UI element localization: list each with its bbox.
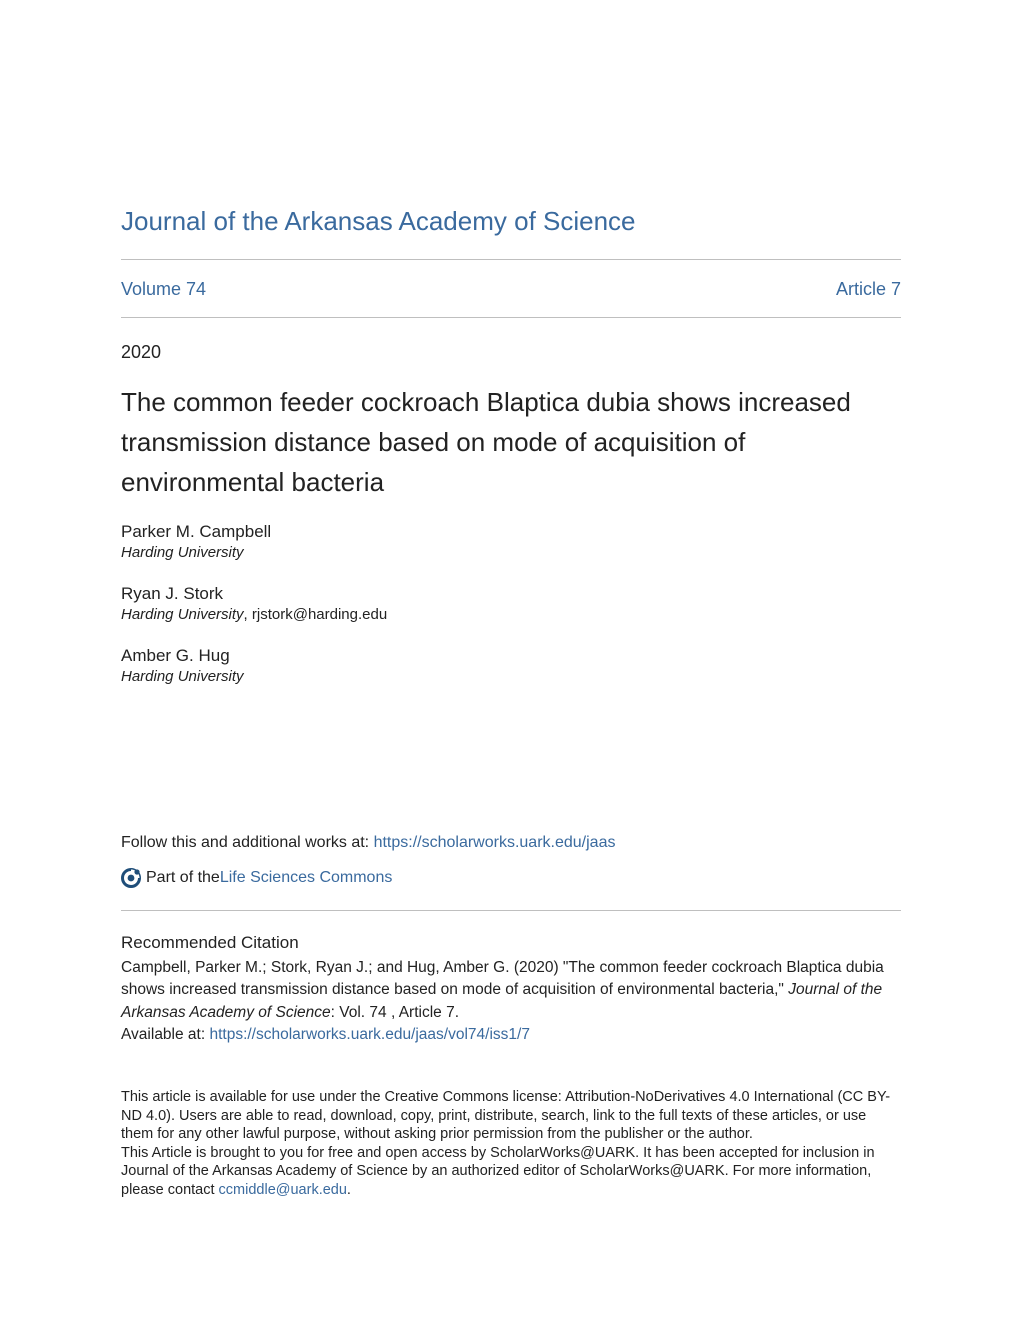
available-label: Available at:: [121, 1025, 210, 1043]
publication-year: 2020: [121, 342, 162, 362]
bepress-network-icon: [120, 867, 142, 889]
article-title: The common feeder cockroach Blaptica dubia shows increased transmission distance based on mode of acquisition of environmental bacteria: [121, 387, 851, 497]
affiliation-text: Harding University: [121, 544, 244, 561]
author-affiliation: [121, 605, 387, 625]
author-email: rjstork@harding.edu: [251, 606, 388, 623]
author-block: [121, 583, 387, 625]
author-affiliation: [121, 543, 271, 563]
article-link[interactable]: Article 7: [835, 279, 901, 299]
divider: [121, 259, 901, 260]
part-of-line: [121, 864, 901, 892]
author-affiliation: [121, 667, 244, 687]
affiliation-text: Harding University: [121, 606, 244, 623]
affiliation-separator: ,: [243, 606, 252, 623]
volume-link[interactable]: Volume 74: [121, 279, 207, 299]
license-notice: [121, 1088, 901, 1200]
life-sciences-commons-link[interactable]: Life Sciences Commons: [219, 869, 393, 886]
citation-text: [121, 957, 911, 1046]
affiliation-text: Harding University: [121, 668, 244, 685]
access-end: .: [346, 1181, 351, 1198]
citation-start: Campbell, Parker M.; Stork, Ryan J.; and Hug, Amber G. (2020) "The common feeder cockroach Blaptica dubia shows increased transmission distance based on mode of acquisition of environmental bacteria,": [121, 959, 884, 999]
author-block: [121, 645, 244, 687]
author-name: Parker M. Campbell: [121, 522, 272, 541]
journal-title-link[interactable]: Journal of the Arkansas Academy of Science: [121, 206, 636, 236]
recommended-citation-heading: Recommended Citation: [121, 933, 299, 952]
citation-journal: Journal of the Arkansas Academy of Science: [121, 981, 883, 1021]
follow-line: [121, 832, 901, 854]
author-name: Ryan J. Stork: [121, 584, 224, 603]
license-text: This article is available for use under the Creative Commons license: Attribution-NoDerivatives 4.0 International (CC BY-ND 4.0). Users are able to read, download, copy, print, distribute, search, link to the full texts of these articles, or use them for any other lawful purpose, without asking prior permission from the publisher or the author.: [121, 1089, 891, 1143]
author-name: Amber G. Hug: [121, 646, 230, 665]
citation-end: : Vol. 74 , Article 7.: [330, 1003, 460, 1021]
contact-email-link[interactable]: ccmiddle@uark.edu: [218, 1181, 347, 1198]
follow-text: Follow this and additional works at:: [121, 834, 374, 851]
divider: [121, 910, 901, 911]
part-of-text: Part of the: [146, 869, 220, 886]
follow-url-link[interactable]: https://scholarworks.uark.edu/jaas: [373, 834, 616, 851]
author-block: [121, 521, 271, 563]
citation-url-link[interactable]: https://scholarworks.uark.edu/jaas/vol74/iss1/7: [209, 1025, 530, 1043]
access-text: This Article is brought to you for free and open access by ScholarWorks@UARK. It has been accepted for inclusion in Journal of the Arkansas Academy of Science by an authorized editor of ScholarWorks@UARK. For more information, please contact: [121, 1144, 875, 1198]
volume-row: [121, 277, 901, 301]
access-notice: [121, 1144, 901, 1200]
divider: [121, 317, 901, 318]
